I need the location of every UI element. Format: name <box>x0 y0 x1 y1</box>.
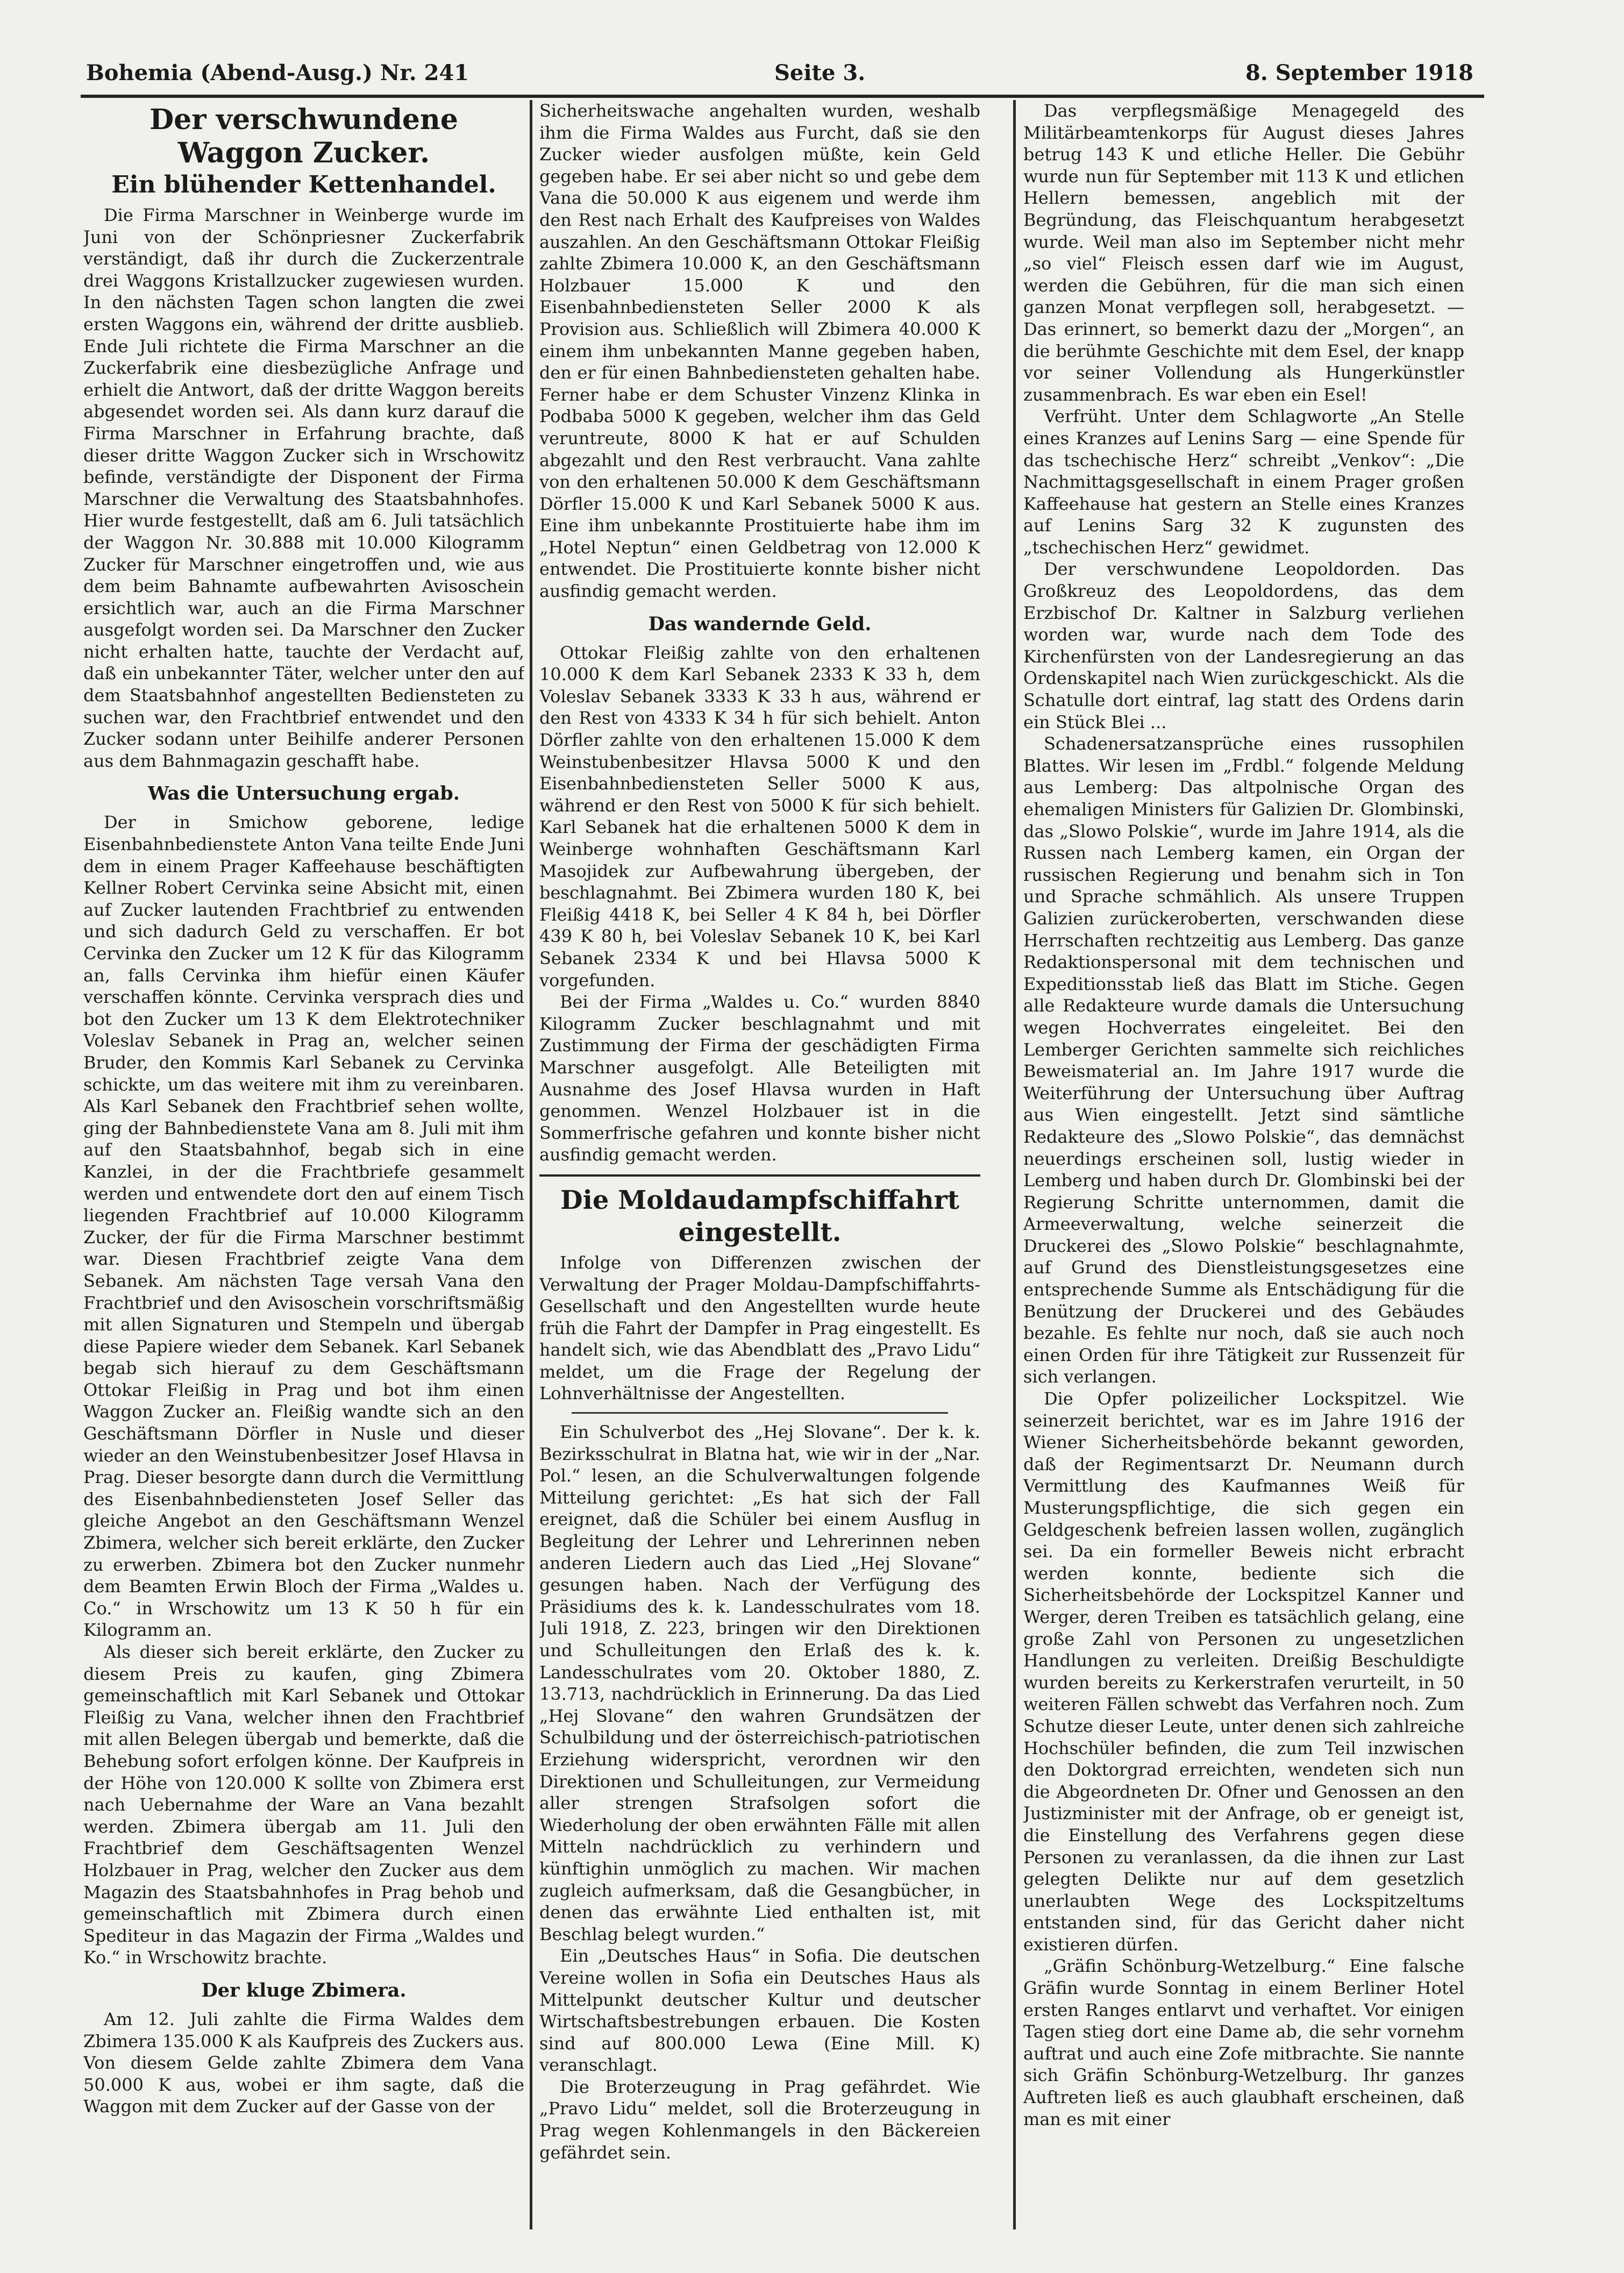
paragraph: Der verschwundene Leopoldorden. Das Großkreuz des Leopoldordens, das dem Erzbischof Dr. Kaltner in Salzburg verliehen worden war, wurde nach dem Tode des Kirchenfürsten von der Landesregierung an das Ordenskapitel nach Wien zurückgeschickt. Als die Schatulle dort eintraf, lag statt des Ordens darin ein Stück Blei ... <box>1023 559 1464 732</box>
column-divider-2 <box>1013 100 1016 2229</box>
paragraph: „Gräfin Schönburg-Wetzelburg.“ Eine falsche Gräfin wurde Sonntag in einem Berliner Hotel ersten Ranges entlarvt und verhaftet. Vor einigen Tagen stieg dort eine Dame ab, die sehr vornehm auftrat und auch eine Zofe mitbrachte. Sie nannte sich Gräfin Schönburg-Wetzelburg. Ihr ganzes Auftreten ließ es auch glaubhaft erscheinen, daß man es mit einer <box>1023 1956 1464 2129</box>
paragraph: Ein Schulverbot des „Hej Slovane“. Der k. k. Bezirksschulrat in Blatna hat, wie wir in der „Nar. Pol.“ lesen, an die Schulverwaltungen folgende Mitteilung gerichtet: „Es hat sich der Fall ereignet, daß die Schüler bei einem Ausflug in Begleitung der Lehrer und Lehrerinnen neben anderen Liedern auch das Lied „Hej Slovane“ gesungen haben. Nach der Verfügung des Präsidiums des k. k. Landesschulrates vom 18. Juli 1918, Z. 223, bringen wir den Direktionen und Schulleitungen den Erlaß des k. k. Landesschulrates vom 20. Oktober 1880, Z. 13.713, nachdrücklich in Erinnerung. Da das Lied „Hej Slovane“ den wahren Grundsätzen der Schulbildung und der österreichisch-patriotischen Erziehung widerspricht, verordnen wir den Direktionen und Schulleitungen, zur Vermeidung aller strengen Strafsolgen sofort die Wiederholung der oben erwähnten Fälle mit allen Mitteln nachdrücklich zu verhindern und künftighin unmöglich zu machen. Wir machen zugleich aufmerksam, daß die Gesangbücher, in denen das erwähnte Lied enthalten ist, mit Beschlag belegt wurden.“ <box>539 1422 980 1944</box>
article-title-moldau: Die Moldaudampfschiffahrt eingestellt. <box>539 1174 980 1249</box>
paragraph: Schadenersatzansprüche eines russophilen Blattes. Wir lesen im „Frdbl.“ folgende Meldung aus Lemberg: Das altpolnische Organ des ehemaligen Ministers für Galizien Dr. Glombinski, das „Slowo Polskie“, wurde im Jahre 1914, als die Russen nach Lemberg kamen, ein Organ der russischen Regierung und benahm sich in Ton und Sprache schmählich. Als unsere Truppen Galizien zurückeroberten, verschwanden diese Herrschaften rechtzeitig aus Lemberg. Das ganze Redaktionspersonal mit dem technischen und Expeditionsstab ließ das Blatt im Stiche. Gegen alle Redakteure wurde damals die Untersuchung wegen Hochverrates eingeleitet. Bei den Lemberger Gerichten sammelte sich reichliches Beweismaterial an. Im Jahre 1917 wurde die Weiterführung der Untersuchung über Auftrag aus Wien eingestellt. Jetzt sind sämtliche Redakteure des „Slowo Polskie“, das demnächst neuerdings erscheinen soll, lustig wieder in Lemberg und haben durch Dr. Glombinski bei der Regierung Schritte unternommen, damit die Armeeverwaltung, welche seinerzeit die Druckerei des „Slowo Polskie“ beschlagnahmte, auf Grund des Dienstleistungsgesetzes eine entsprechende Summe als Entschädigung für die Benützung der Druckerei und des Gebäudes bezahle. Es fehlte nur noch, daß sie auch noch einen Orden für ihre Tätigkeit zur Russenzeit für sich verlangen. <box>1023 733 1464 1387</box>
paragraph: Am 12. Juli zahlte die Firma Waldes dem Zbimera 135.000 K als Kaufpreis des Zuckers aus. Von diesem Gelde zahlte Zbimera dem Vana 50.000 K aus, wobei er ihm sagte, daß die Waggon mit dem Zucker auf der Gasse von der <box>83 2008 524 2117</box>
paragraph: Die Broterzeugung in Prag gefährdet. Wie „Pravo Lidu“ meldet, soll die Broterzeugung in Prag wegen Kohlenmangels in den Bäckereien gefährdet sein. <box>539 2076 980 2163</box>
paragraph: Verfrüht. Unter dem Schlagworte „An Stelle eines Kranzes auf Lenins Sarg — eine Spende für das tschechische Herz“ schreibt „Venkov“: „Die Nachmittagsgesellschaft in einem Prager großen Kaffeehause hat gestern an Stelle eines Kranzes auf Lenins Sarg 32 K zugunsten des „tschechischen Herz“ gewidmet. <box>1023 406 1464 558</box>
column-divider-1 <box>530 100 532 2229</box>
paragraph: Der in Smichow geborene, ledige Eisenbahnbedienstete Anton Vana teilte Ende Juni dem in einem Prager Kaffeehause beschäftigten Kellner Robert Cervinka seine Absicht mit, einen auf Zucker lautenden Frachtbrief zu entwenden und sich dadurch Geld zu verschaffen. Er bot Cervinka den Zucker um 12 K für das Kilogramm an, falls Cervinka ihm hiefür einen Käufer verschaffen könnte. Cervinka versprach dies und bot den Zucker um 13 K dem Elektrotechniker Voleslav Sebanek in Prag an, welcher seinen Bruder, den Kommis Karl Sebanek zu Cervinka schickte, um das weitere mit ihm zu vereinbaren. Als Karl Sebanek den Frachtbrief sehen wollte, ging der Bahnbedienstete Vana am 8. Juli mit ihm auf den Staatsbahnhof, begab sich in eine Kanzlei, in der die Frachtbriefe gesammelt werden und entwendete dort den auf einem Tisch liegenden Frachtbrief auf 10.000 Kilogramm Zucker, der für die Firma Marschner bestimmt war. Diesen Frachtbrief zeigte Vana dem Sebanek. Am nächsten Tage versah Vana den Frachtbrief und den Avisoschein vorschriftsmäßig mit allen Signaturen und Stempeln und übergab diese Papiere wieder dem Sebanek. Karl Sebanek begab sich hierauf zu dem Geschäftsmann Ottokar Fleißig in Prag und bot ihm einen Waggon Zucker an. Fleißig wandte sich an den Geschäftsmann Dörfler in Nusle und dieser wieder an den Weinstubenbesitzer Josef Hlavsa in Prag. Dieser besorgte dann durch die Vermittlung des Eisenbahnbediensteten Josef Seller das gleiche Angebot an den Geschäftsmann Wenzel Zbimera, welcher sich bereit erklärte, den Zucker zu erwerben. Zbimera bot den Zucker nunmehr dem Beamten Erwin Bloch der Firma „Waldes u. Co.“ in Wrschowitz um 13 K 50 h für ein Kilogramm an. <box>83 812 524 1641</box>
paragraph: Ein „Deutsches Haus“ in Sofia. Die deutschen Vereine wollen in Sofia ein Deutsches Haus als Mittelpunkt deutscher Kultur und deutscher Wirtschaftsbestrebungen erbauen. Die Kosten sind auf 800.000 Lewa (Eine Mill. K) veranschlagt. <box>539 1946 980 2076</box>
paragraph: Das verpflegsmäßige Menagegeld des Militärbeamtenkorps für August dieses Jahres betrug 143 K und etliche Heller. Die Gebühr wurde nun für September mit 113 K und etlichen Hellern bemessen, angeblich mit der Begründung, das Fleischquantum herabgesetzt wurde. Weil man also im September nicht mehr „so viel“ Fleisch essen darf wie im August, werden die Gebühren, für die man sich einen ganzen Monat verpflegen soll, herabgesetzt. — Das erinnert, so bemerkt dazu der „Morgen“, an die berühmte Geschichte mit dem Esel, der knapp vor seiner Vollendung als Hungerkünstler zusammenbrach. Es war eben ein Esel! <box>1023 101 1464 405</box>
header-date: 8. September 1918 <box>1245 60 1473 85</box>
column-1 <box>83 100 524 2229</box>
paragraph: Infolge von Differenzen zwischen der Verwaltung der Prager Moldau-Dampfschiffahrts-Gesellschaft und den Angestellten wurde heute früh die Fahrt der Dampfer in Prag eingestellt. Es handelt sich, wie das Abendblatt des „Pravo Lidu“ meldet, um die Frage der Regelung der Lohnverhältnisse der Angestellten. <box>539 1252 980 1404</box>
page-header <box>86 60 1473 98</box>
paragraph: Die Opfer polizeilicher Lockspitzel. Wie seinerzeit berichtet, war es im Jahre 1916 der Wiener Sicherheitsbehörde bekannt geworden, daß der Regimentsarzt Dr. Neumann durch Vermittlung des Kaufmannes Weiß für Musterungspflichtige, die sich gegen ein Geldgeschenk befreien lassen wollen, zugänglich sei. Da ein formeller Beweis nicht erbracht werden konnte, bediente sich die Sicherheitsbehörde der Lockspitzel Kanner und Werger, deren Treiben es tatsächlich gelang, eine große Zahl von Personen zu ungesetzlichen Handlungen zu verleiten. Dreißig Beschuldigte wurden bereits zu Kerkerstrafen verurteilt, in 50 weiteren Fällen schwebt das Verfahren noch. Zum Schutze dieser Leute, unter denen sich zahlreiche Hochschüler befinden, die zum Teil inzwischen den Doktorgrad erreichten, wendeten sich nun die Abgeordneten Dr. Ofner und Genossen an den Justizminister mit der Anfrage, ob er geneigt ist, die Einstellung des Verfahrens gegen diese Personen zu veranlassen, da die ihnen zur Last gelegten Delikte nur auf dem gesetzlich unerlaubten Wege des Lockspitzeltums entstanden sind, für das Gericht daher nicht existieren dürfen. <box>1023 1388 1464 1955</box>
section-heading-zbimera: Der kluge Zbimera. <box>201 1979 407 2001</box>
paragraph: Die Firma Marschner in Weinberge wurde im Juni von der Schönpriesner Zuckerfabrik verständigt, daß ihr durch die Zuckerzentrale drei Waggons Kristallzucker zugewiesen wurden. In den nächsten Tagen schon langten die zwei ersten Waggons ein, während der dritte ausblieb. Ende Juli richtete die Firma Marschner an die Zuckerfabrik eine diesbezügliche Anfrage und erhielt die Antwort, daß der dritte Waggon bereits abgesendet worden sei. Als dann kurz darauf die Firma Marschner in Erfahrung brachte, daß dieser dritte Waggon Zucker sich in Wrschowitz befinde, verständigte der Disponent der Firma Marschner die Verwaltung des Staatsbahnhofes. Hier wurde festgestellt, daß am 6. Juli tatsächlich der Waggon Nr. 30.888 mit 10.000 Kilogramm Zucker für Marschner eingetroffen und, wie aus dem beim Bahnamte aufbewahrten Avisoschein ersichtlich war, auch an die Firma Marschner ausgefolgt worden sei. Da Marschner den Zucker nicht erhalten hatte, tauchte der Verdacht auf, daß ein unbekannter Täter, welcher unter den auf dem Staatsbahnhof angestellten Bediensteten zu suchen war, den Frachtbrief entwendet und den Zucker sodann unter Beihilfe anderer Personen aus dem Bahnmagazin geschafft habe. <box>83 205 524 771</box>
column-2 <box>539 100 980 2229</box>
separator-rule <box>572 1412 948 1414</box>
article-subtitle-waggon: Ein blühender Kettenhandel. <box>111 171 496 198</box>
paragraph: Als dieser sich bereit erklärte, den Zucker zu diesem Preis zu kaufen, ging Zbimera gemeinschaftlich mit Karl Sebanek und Ottokar Fleißig zu Vana, welcher ihnen den Frachtbrief mit allen Belegen übergab und bemerkte, daß die Behebung sofort erfolgen könne. Der Kaufpreis in der Höhe von 120.000 K sollte von Zbimera erst nach Uebernahme der Ware an Vana bezahlt werden. Zbimera übergab am 11. Juli den Frachtbrief dem Geschäftsagenten Wenzel Holzbauer in Prag, welcher den Zucker aus dem Magazin des Staatsbahnhofes in Prag behob und gemeinschaftlich mit Zbimera durch einen Spediteur in das Magazin der Firma „Waldes und Ko.“ in Wrschowitz brachte. <box>83 1642 524 1968</box>
section-heading-geld: Das wandernde Geld. <box>648 612 872 635</box>
column-3 <box>1023 100 1464 2229</box>
paragraph: Bei der Firma „Waldes u. Co.“ wurden 8840 Kilogramm Zucker beschlagnahmt und mit Zustimmung der Firma der geschädigten Firma Marschner ausgefolgt. Alle Beteiligten mit Ausnahme des Josef Hlavsa wurden in Haft genommen. Wenzel Holzbauer ist in die Sommerfrische gefahren und konnte bisher nicht ausfindig gemacht werden. <box>539 992 980 1165</box>
section-heading-untersuchung: Was die Untersuchung ergab. <box>148 782 460 805</box>
paragraph: Sicherheitswache angehalten wurden, weshalb ihm die Firma Waldes aus Furcht, daß sie den Zucker wieder ausfolgen müßte, kein Geld gegeben habe. Er sei aber nicht so und gebe dem Vana die 50.000 K aus eigenem und werde ihm den Rest nach Erhalt des Kaufpreises von Waldes auszahlen. An den Geschäftsmann Ottokar Fleißig zahlte Zbimera 10.000 K, an den Geschäftsmann Holzbauer 15.000 K und den Eisenbahnbediensteten Seller 2000 K als Provision aus. Schließlich will Zbimera 40.000 K einem ihm unbekannten Manne gegeben haben, den er für einen Bahnbediensteten gehalten habe. Ferner habe er dem Schuster Vinzenz Klinka in Podbaba 5000 K gegeben, welcher ihm das Geld veruntreute, 8000 K hat er auf Schulden abgezahlt und den Rest verbraucht. Vana zahlte von den erhaltenen 50.000 K dem Geschäftsmann Dörfler 15.000 K und Karl Sebanek 5000 K aus. Eine ihm unbekannte Prostituierte habe ihm im „Hotel Neptun“ einen Geldbetrag von 12.000 K entwendet. Die Prostituierte konnte bisher nicht ausfindig gemacht werden. <box>539 101 980 602</box>
header-publication: Bohemia (Abend-Ausg.) Nr. 241 <box>86 60 469 85</box>
header-rule <box>81 95 1484 98</box>
header-page-number: Seite 3. <box>774 60 866 85</box>
paragraph: Ottokar Fleißig zahlte von den erhaltenen 10.000 K dem Karl Sebanek 2333 K 33 h, dem Voleslav Sebanek 3333 K 33 h aus, während er den Rest von 4333 K 34 h für sich behielt. Anton Dörfler zahlte von den erhaltenen 15.000 K dem Weinstubenbesitzer Hlavsa 5000 K und den Eisenbahnbediensteten Seller 5000 K aus, während er den Rest von 5000 K für sich behielt. Karl Sebanek hat die erhaltenen 5000 K dem in Weinberge wohnhaften Geschäftsmann Karl Masojidek zur Aufbewahrung übergeben, der beschlagnahmt. Bei Zbimera wurden 180 K, bei Fleißig 4418 K, bei Seller 4 K 84 h, bei Dörfler 439 K 80 h, bei Voleslav Sebanek 10 K, bei Karl Sebanek 2334 K und bei Hlavsa 5000 K vorgefunden. <box>539 642 980 991</box>
article-title-waggon: Der verschwundene Waggon Zucker. <box>149 103 458 169</box>
